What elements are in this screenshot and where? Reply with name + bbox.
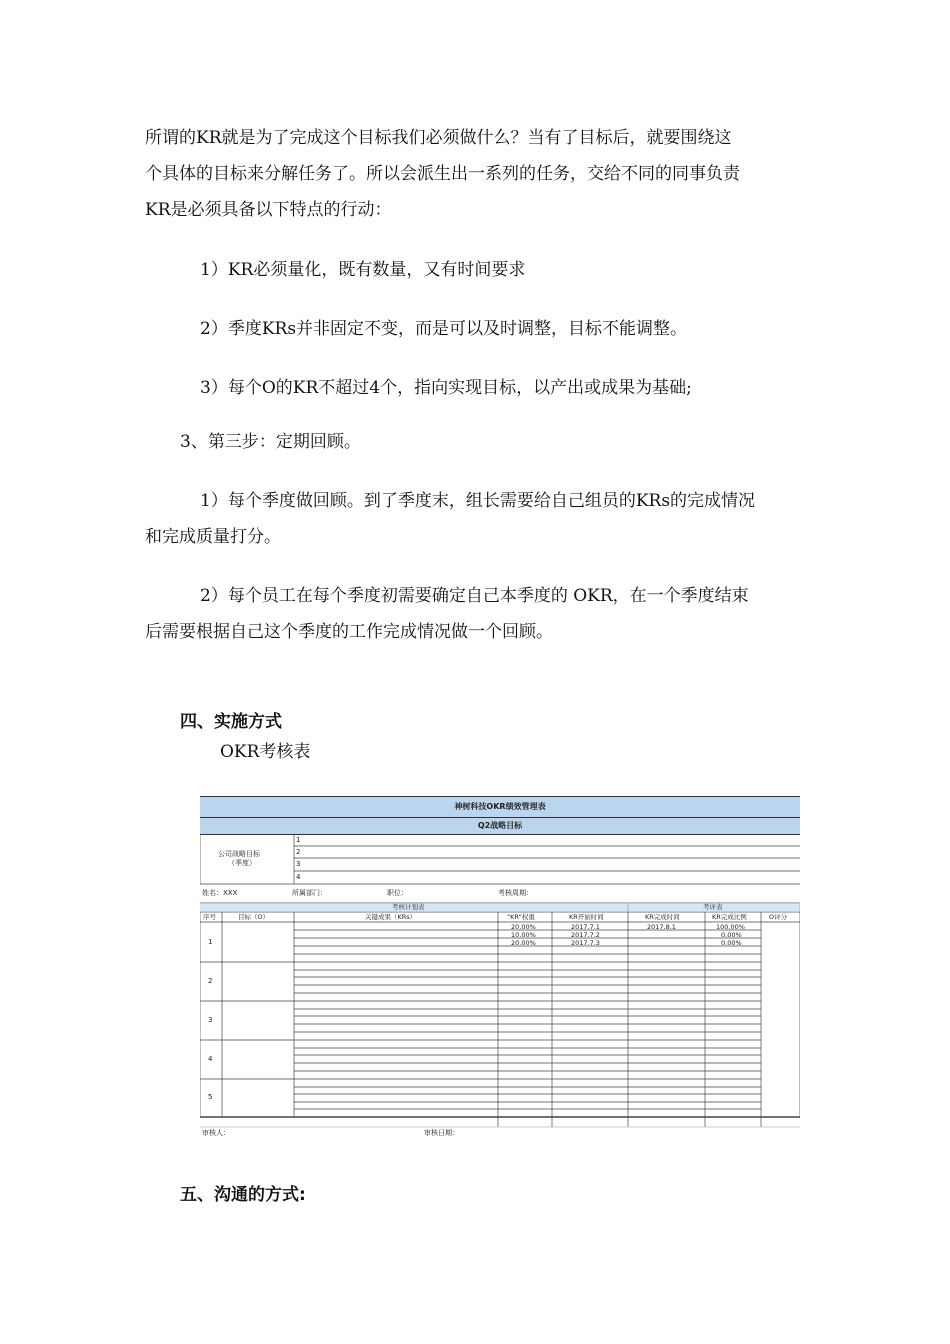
section5-heading: 五、沟通的方式: (180, 1185, 306, 1205)
kr-ratio-cell: 0.00% (721, 939, 742, 947)
col-header-ratio: KR完成比例 (712, 913, 747, 921)
okr-table-caption: OKR考核表 (220, 742, 311, 762)
okr-performance-table (200, 796, 800, 1142)
plan-table-header: 考核计划表 (392, 903, 425, 911)
paragraph-kr-definition-line3: KR是必须具备以下特点的行动： (145, 200, 392, 220)
paragraph-employee-okr-line1: 2）每个员工在每个季度初需要确定自己本季度的 OKR，在一个季度结束 (200, 586, 749, 606)
paragraph-employee-okr-line2: 后需要根据自己这个季度的工作完成情况做一个回顾。 (145, 622, 553, 642)
col-header-kr: 关键成果（KRs） (365, 913, 417, 921)
col-header-no: 序号 (203, 913, 216, 921)
company-goal-num: 2 (296, 848, 301, 856)
okr-table-subtitle: Q2战略目标 (200, 817, 800, 835)
kr-weight-cell: 20.00% (511, 939, 536, 947)
review-table-header: 考评表 (703, 903, 723, 911)
company-goal-num: 3 (296, 860, 301, 868)
list-item-kr-limit: 3）每个O的KR不超过4个，指向实现目标，以产出或成果为基础; (200, 378, 692, 398)
list-item-kr-adjustable: 2）季度KRs并非固定不变，而是可以及时调整，目标不能调整。 (200, 319, 688, 339)
department-label: 所属部门： (292, 889, 327, 897)
kr-start-cell: 2017.7.2 (571, 931, 600, 939)
row-number: 3 (208, 1016, 213, 1024)
kr-weight-cell: 10.00% (511, 931, 536, 939)
row-number: 2 (208, 977, 213, 985)
paragraph-quarterly-review-line2: 和完成质量打分。 (145, 527, 281, 547)
company-goal-num: 1 (296, 836, 301, 844)
section4-heading: 四、实施方式 (180, 712, 282, 732)
kr-start-cell: 2017.7.1 (571, 923, 600, 931)
col-header-start: KR开始时间 (569, 913, 604, 921)
company-goal-quarter-label: （季度） (228, 859, 256, 867)
company-goal-label: 公司战略目标 (218, 850, 260, 858)
review-date-label: 审核日期： (424, 1129, 459, 1137)
row-number: 5 (208, 1093, 213, 1101)
kr-weight-cell: 20.00% (511, 923, 536, 931)
col-header-weight: “KR”权重 (507, 913, 535, 921)
paragraph-quarterly-review-line1: 1）每个季度做回顾。到了季度末，组长需要给自己组员的KRs的完成情况 (200, 491, 756, 511)
okr-table-title: 神树科技OKR绩效管理表 (200, 796, 800, 818)
list-item-kr-quantified: 1）KR必须量化，既有数量，又有时间要求 (200, 260, 526, 280)
kr-finish-cell: 2017.8.1 (647, 923, 676, 931)
row-number: 1 (208, 938, 213, 946)
reviewer-label: 审核人： (202, 1129, 230, 1137)
paragraph-kr-definition-line1: 所谓的KR就是为了完成这个目标我们必须做什么？当有了目标后，就要围绕这 (145, 128, 732, 148)
employee-name: 姓名：XXX (202, 889, 238, 897)
paragraph-kr-definition-line2: 个具体的目标来分解任务了。所以会派生出一系列的任务，交给不同的同事负责 (145, 164, 740, 184)
kr-start-cell: 2017.7.3 (571, 939, 600, 947)
kr-ratio-cell: 100.00% (716, 923, 745, 931)
okr-table-grid (200, 796, 800, 1142)
position-label: 职位： (387, 889, 408, 897)
review-period-label: 考核周期： (498, 889, 533, 897)
kr-ratio-cell: 0.00% (721, 931, 742, 939)
col-header-goal: 目标（O） (238, 913, 270, 921)
step3-heading: 3、第三步：定期回顾。 (180, 432, 361, 452)
company-goal-num: 4 (296, 873, 301, 881)
col-header-score: O评分 (769, 913, 788, 921)
col-header-finish: KR完成时间 (645, 913, 680, 921)
row-number: 4 (208, 1055, 213, 1063)
